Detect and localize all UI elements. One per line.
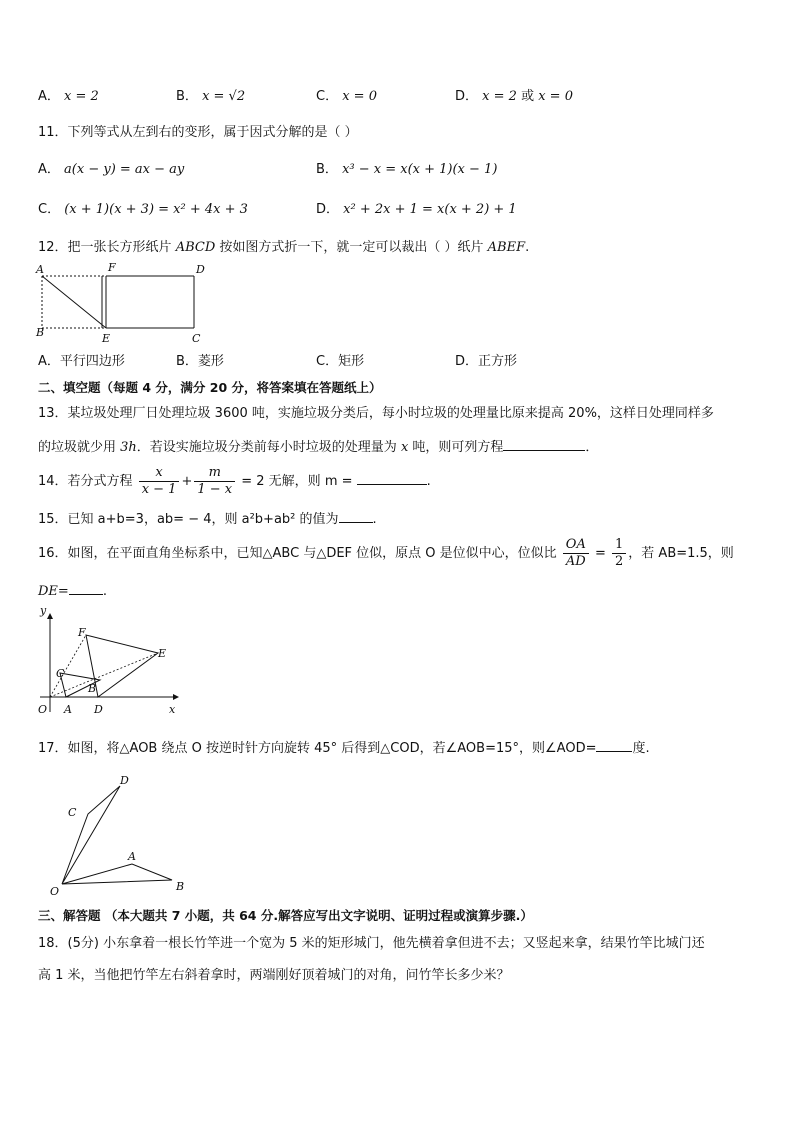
- q18-line-1: 18．(5分) 小东拿着一根长竹竿进一个宽为 5 米的矩形城门，他先横着拿但进不去；又竖起来拿，结果竹竿比城门还: [38, 936, 705, 951]
- label-a: A: [36, 263, 44, 276]
- numerator: OA: [565, 537, 586, 552]
- q13-line-2: [38, 436, 598, 458]
- denominator: x − 1: [139, 481, 180, 498]
- q15-line: [38, 508, 377, 530]
- option-text: 正方形: [478, 354, 518, 369]
- numerator: x: [155, 465, 163, 480]
- equals-sign: =: [590, 546, 611, 561]
- option-letter: D．: [455, 89, 479, 104]
- q12-option-d: [455, 352, 517, 372]
- ray-oe: [50, 653, 158, 697]
- stem-text: ．: [585, 440, 599, 455]
- label-c: C: [192, 332, 201, 345]
- q16-line-1: [38, 534, 734, 574]
- fraction-2: [194, 465, 235, 498]
- answer-blank[interactable]: [69, 580, 103, 595]
- option-expr: a(x − y) = ax − ay: [64, 162, 185, 177]
- stem-math: x: [400, 440, 409, 455]
- option-expr: x = 0: [538, 89, 573, 104]
- q11-option-a: [38, 160, 184, 180]
- option-letter: B．: [176, 354, 198, 369]
- label-b: B: [176, 880, 185, 893]
- q12-option-b: [176, 352, 224, 372]
- option-expr: x = 0: [342, 89, 377, 104]
- q12-option-a: [38, 352, 125, 372]
- denominator: 2: [612, 553, 626, 570]
- option-text: 平行四边形: [59, 354, 125, 369]
- ratio-fraction: [563, 537, 589, 570]
- q10-option-d: [455, 87, 573, 107]
- stem-text: = 2 无解，则 m =: [237, 474, 357, 489]
- q13-line-1: 13．某垃圾处理厂日处理垃圾 3600 吨，实施垃圾分类后，每小时垃圾的处理量比原来提高 20%，这样日处理同样多: [38, 406, 714, 421]
- q17-line: [38, 737, 650, 759]
- stem-text: 按如图方式折一下，就一定可以裁出（ ）纸片: [215, 240, 488, 255]
- q12-figure: [30, 258, 210, 346]
- stem-text: .: [372, 512, 377, 527]
- stem-text: 吨，则可列方程: [408, 440, 504, 455]
- q16-line-2: [38, 580, 107, 602]
- label-d: D: [94, 703, 103, 716]
- stem-text: ．若设实施垃圾分类前每小时垃圾的处理量为: [136, 440, 401, 455]
- label-x: x: [169, 703, 176, 716]
- stem-math: ABCD: [175, 240, 216, 255]
- stem-math: ABEF: [487, 240, 526, 255]
- plus-sign: +: [181, 474, 193, 489]
- crease-ae: [42, 276, 106, 328]
- answer-blank[interactable]: [596, 737, 632, 752]
- option-letter: B．: [176, 89, 198, 104]
- stem-text: 17．如图，将△AOB 绕点 O 按逆时针方向旋转 45° 后得到△COD，若∠AOB=15°，则∠AOD=: [38, 741, 597, 756]
- q17-figure: [40, 768, 200, 898]
- label-e: E: [158, 647, 167, 660]
- section-2-title: 二、填空题（每题 4 分，满分 20 分，将答案填在答题纸上）: [38, 380, 382, 395]
- option-letter: C．: [316, 354, 339, 369]
- stem-text: 的垃圾就少用: [38, 440, 121, 455]
- option-expr: x = √2: [202, 89, 246, 104]
- option-expr: x = 2: [482, 89, 517, 104]
- q10-option-c: [316, 87, 377, 107]
- option-letter: D．: [316, 202, 340, 217]
- label-e: E: [102, 332, 111, 345]
- stem-text: 15．已知 a+b=3，ab= − 4，则 a²b+ab² 的值为: [38, 512, 339, 527]
- denominator: AD: [563, 553, 589, 570]
- section-3-title: 三、解答题 （本大题共 7 小题，共 64 分.解答应写出文字说明、证明过程或演算步骤.）: [38, 908, 533, 923]
- answer-blank[interactable]: [339, 508, 373, 523]
- stem-text: 12．把一张长方形纸片: [38, 240, 176, 255]
- q14-line: [38, 464, 431, 500]
- triangle-aob: [62, 864, 172, 884]
- q11-option-d: [316, 200, 517, 220]
- option-letter: A．: [38, 89, 60, 104]
- triangle-cod: [62, 786, 120, 884]
- option-expr: x = 2: [64, 89, 99, 104]
- label-f: F: [78, 626, 86, 639]
- stem-text: .: [102, 584, 107, 599]
- ray-of: [50, 635, 86, 697]
- stem-text: 14．若分式方程: [38, 474, 137, 489]
- option-letter: C．: [38, 202, 61, 217]
- triangle-def: [86, 635, 158, 697]
- option-expr: x³ − x = x(x + 1)(x − 1): [342, 162, 498, 177]
- option-letter: C．: [316, 89, 339, 104]
- stem-text: .: [525, 240, 530, 255]
- label-c: C: [56, 667, 65, 680]
- label-y: y: [40, 604, 47, 617]
- answer-blank[interactable]: [503, 436, 585, 451]
- option-text: 菱形: [197, 354, 224, 369]
- q11-stem: 11．下列等式从左到右的变形，属于因式分解的是（ ）: [38, 125, 358, 140]
- fraction-1: [139, 465, 180, 498]
- label-o: O: [38, 703, 48, 716]
- numerator: m: [208, 465, 221, 480]
- stem-text: DE=: [38, 584, 69, 599]
- option-text: 矩形: [338, 354, 365, 369]
- q10-option-b: [176, 87, 245, 107]
- option-letter: A．: [38, 162, 60, 177]
- q11-option-b: [316, 160, 497, 180]
- q12-option-c: [316, 352, 364, 372]
- stem-text: 16．如图，在平面直角坐标系中，已知△ABC 与△DEF 位似，原点 O 是位似中心，位似比: [38, 546, 561, 561]
- stem-text: .: [426, 474, 431, 489]
- option-letter: D．: [455, 354, 479, 369]
- option-expr: x² + 2x + 1 = x(x + 2) + 1: [343, 202, 517, 217]
- stem-math: 3h: [120, 440, 137, 455]
- q11-option-c: [38, 200, 248, 220]
- label-a: A: [128, 850, 136, 863]
- stem-text: ，若 AB=1.5，则: [628, 546, 734, 561]
- label-b: B: [36, 326, 45, 339]
- label-b: B: [88, 682, 97, 695]
- numerator: 1: [615, 537, 624, 552]
- label-d: D: [196, 263, 205, 276]
- option-letter: B．: [316, 162, 338, 177]
- label-f: F: [108, 261, 116, 274]
- q16-figure: [30, 600, 190, 718]
- q18-line-2: 高 1 米，当他把竹竿左右斜着拿时，两端刚好顶着城门的对角，问竹竿长多少米？: [38, 968, 510, 983]
- option-expr: (x + 1)(x + 3) = x² + 4x + 3: [64, 202, 248, 217]
- label-o: O: [50, 885, 60, 898]
- denominator: 1 − x: [194, 481, 235, 498]
- q12-stem: [38, 238, 529, 258]
- label-a: A: [64, 703, 72, 716]
- q10-option-a: [38, 87, 99, 107]
- stem-text: 度.: [632, 741, 650, 756]
- option-or: 或: [521, 89, 535, 104]
- label-d: D: [120, 774, 129, 787]
- label-c: C: [68, 806, 77, 819]
- option-letter: A．: [38, 354, 60, 369]
- answer-blank[interactable]: [357, 470, 427, 485]
- ratio-value: [612, 537, 626, 570]
